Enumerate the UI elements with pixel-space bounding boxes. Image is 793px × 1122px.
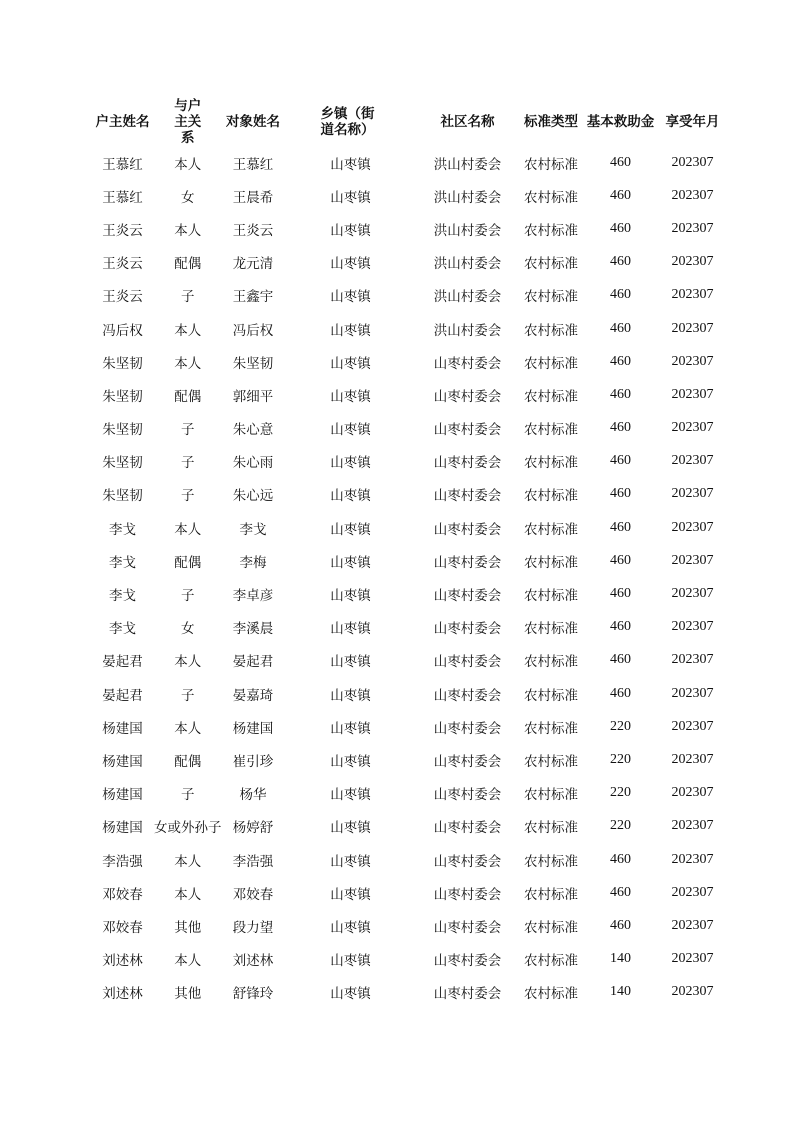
month-cell: 202307 (671, 685, 714, 701)
town-cell: 山枣镇 (330, 256, 371, 273)
table-row (91, 279, 728, 312)
table-body (91, 146, 728, 1009)
aid-amount-cell: 220 (610, 718, 631, 734)
table-row (91, 478, 728, 511)
aid-amount-cell: 460 (610, 453, 631, 469)
aid-amount-cell: 460 (610, 619, 631, 635)
relation-cell: 子 (181, 289, 195, 306)
month-cell: 202307 (671, 187, 714, 203)
month-cell: 202307 (671, 220, 714, 236)
header-row (91, 98, 728, 146)
community-cell: 山枣村委会 (433, 554, 502, 571)
month-cell: 202307 (671, 586, 714, 602)
table-row (91, 511, 728, 544)
aid-amount-cell: 460 (610, 386, 631, 402)
standard-type-cell: 农村标准 (524, 753, 578, 770)
aid-amount-cell: 460 (610, 353, 631, 369)
aid-amount-cell: 460 (610, 154, 631, 170)
month-cell: 202307 (671, 287, 714, 303)
community-cell: 洪山村委会 (433, 322, 502, 339)
town-cell: 山枣镇 (330, 787, 371, 804)
householder-name-cell: 邓姣春 (102, 886, 143, 903)
householder-name-cell: 朱坚韧 (102, 388, 143, 405)
aid-amount-cell: 220 (610, 751, 631, 767)
table-row (91, 246, 728, 279)
relation-cell: 子 (181, 787, 195, 804)
relation-cell: 子 (181, 687, 195, 704)
town-cell: 山枣镇 (330, 222, 371, 239)
aid-amount-cell: 460 (610, 320, 631, 336)
standard-type-cell: 农村标准 (524, 986, 578, 1003)
town-cell: 山枣镇 (330, 919, 371, 936)
recipient-name-cell: 王慕红 (232, 156, 274, 173)
householder-name-cell: 刘述林 (102, 986, 143, 1003)
householder-name-cell: 朱坚韧 (102, 455, 143, 472)
month-cell: 202307 (671, 486, 714, 502)
householder-name-cell: 王炎云 (102, 256, 143, 273)
recipient-name-cell: 邓姣春 (232, 886, 274, 903)
town-cell: 山枣镇 (330, 322, 371, 339)
town-cell: 山枣镇 (330, 720, 371, 737)
table-row (91, 611, 728, 644)
recipient-name-cell: 李浩强 (232, 853, 274, 870)
header-relation: 与户主关系 (174, 98, 202, 146)
householder-name-cell: 杨建国 (102, 820, 143, 837)
aid-amount-cell: 460 (610, 519, 631, 535)
householder-name-cell: 王炎云 (102, 222, 143, 239)
relation-cell: 配偶 (174, 388, 202, 405)
month-cell: 202307 (671, 420, 714, 436)
standard-type-cell: 农村标准 (524, 554, 578, 571)
recipient-name-cell: 李卓彦 (232, 588, 274, 605)
recipient-name-cell: 王鑫宇 (232, 289, 274, 306)
householder-name-cell: 李浩强 (102, 853, 143, 870)
relation-cell: 配偶 (174, 753, 202, 770)
community-cell: 山枣村委会 (433, 787, 502, 804)
town-cell: 山枣镇 (330, 388, 371, 405)
standard-type-cell: 农村标准 (524, 422, 578, 439)
relation-cell: 子 (181, 422, 195, 439)
month-cell: 202307 (671, 984, 714, 1000)
community-cell: 山枣村委会 (433, 753, 502, 770)
relation-cell: 其他 (174, 986, 202, 1003)
relation-cell: 女 (181, 621, 195, 638)
relation-cell: 本人 (174, 322, 202, 339)
standard-type-cell: 农村标准 (524, 355, 578, 372)
aid-amount-cell: 460 (610, 917, 631, 933)
standard-type-cell: 农村标准 (524, 654, 578, 671)
town-cell: 山枣镇 (330, 521, 371, 538)
aid-amount-cell: 460 (610, 287, 631, 303)
recipient-name-cell: 晏起君 (232, 654, 274, 671)
standard-type-cell: 农村标准 (524, 588, 578, 605)
month-cell: 202307 (671, 453, 714, 469)
town-cell: 山枣镇 (330, 289, 371, 306)
recipient-name-cell: 舒锋玲 (232, 986, 274, 1003)
standard-type-cell: 农村标准 (524, 488, 578, 505)
town-cell: 山枣镇 (330, 687, 371, 704)
community-cell: 山枣村委会 (433, 488, 502, 505)
standard-type-cell: 农村标准 (524, 322, 578, 339)
month-cell: 202307 (671, 386, 714, 402)
recipient-name-cell: 朱坚韧 (232, 355, 274, 372)
householder-name-cell: 王慕红 (102, 156, 143, 173)
table-row (91, 743, 728, 776)
table-row (91, 677, 728, 710)
town-cell: 山枣镇 (330, 422, 371, 439)
month-cell: 202307 (671, 320, 714, 336)
standard-type-cell: 农村标准 (524, 521, 578, 538)
relation-cell: 女 (181, 189, 195, 206)
table-row (91, 212, 728, 245)
relation-cell: 本人 (174, 521, 202, 538)
table-row (91, 146, 728, 179)
aid-amount-cell: 220 (610, 818, 631, 834)
table-row (91, 544, 728, 577)
header-recipient-name: 对象姓名 (226, 114, 280, 130)
recipient-name-cell: 刘述林 (232, 953, 274, 970)
table-row (91, 777, 728, 810)
town-cell: 山枣镇 (330, 189, 371, 206)
town-cell: 山枣镇 (330, 455, 371, 472)
recipient-name-cell: 李梅 (239, 554, 267, 571)
householder-name-cell: 晏起君 (102, 654, 143, 671)
assistance-table (91, 98, 728, 1009)
town-cell: 山枣镇 (330, 853, 371, 870)
header-standard-type: 标准类型 (524, 114, 578, 130)
recipient-name-cell: 王炎云 (232, 222, 274, 239)
relation-cell: 子 (181, 488, 195, 505)
community-cell: 山枣村委会 (433, 588, 502, 605)
householder-name-cell: 王炎云 (102, 289, 143, 306)
householder-name-cell: 刘述林 (102, 953, 143, 970)
header-community: 社区名称 (440, 114, 495, 130)
recipient-name-cell: 李戈 (239, 521, 267, 538)
table-row (91, 445, 728, 478)
table-row (91, 710, 728, 743)
community-cell: 洪山村委会 (433, 289, 502, 306)
table-row (91, 843, 728, 876)
recipient-name-cell: 龙元清 (232, 256, 274, 273)
householder-name-cell: 杨建国 (102, 720, 143, 737)
table-row (91, 909, 728, 942)
householder-name-cell: 朱坚韧 (102, 488, 143, 505)
month-cell: 202307 (671, 353, 714, 369)
month-cell: 202307 (671, 718, 714, 734)
table-row (91, 179, 728, 212)
community-cell: 洪山村委会 (433, 189, 502, 206)
header-town: 乡镇（街道名称） (320, 106, 375, 138)
standard-type-cell: 农村标准 (524, 919, 578, 936)
householder-name-cell: 晏起君 (102, 687, 143, 704)
town-cell: 山枣镇 (330, 554, 371, 571)
householder-name-cell: 朱坚韧 (102, 422, 143, 439)
standard-type-cell: 农村标准 (524, 189, 578, 206)
table-row (91, 345, 728, 378)
householder-name-cell: 李戈 (109, 521, 136, 538)
town-cell: 山枣镇 (330, 488, 371, 505)
table-row (91, 577, 728, 610)
standard-type-cell: 农村标准 (524, 388, 578, 405)
aid-amount-cell: 460 (610, 187, 631, 203)
header-month: 享受年月 (665, 114, 720, 130)
table-row (91, 976, 728, 1009)
community-cell: 洪山村委会 (433, 256, 502, 273)
recipient-name-cell: 王晨希 (232, 189, 274, 206)
community-cell: 山枣村委会 (433, 986, 502, 1003)
month-cell: 202307 (671, 851, 714, 867)
community-cell: 洪山村委会 (433, 156, 502, 173)
recipient-name-cell: 朱心远 (232, 488, 274, 505)
aid-amount-cell: 460 (610, 586, 631, 602)
standard-type-cell: 农村标准 (524, 455, 578, 472)
community-cell: 山枣村委会 (433, 720, 502, 737)
community-cell: 山枣村委会 (433, 654, 502, 671)
aid-amount-cell: 460 (610, 220, 631, 236)
recipient-name-cell: 郭细平 (232, 388, 274, 405)
standard-type-cell: 农村标准 (524, 156, 578, 173)
table-row (91, 943, 728, 976)
householder-name-cell: 李戈 (109, 554, 136, 571)
community-cell: 山枣村委会 (433, 455, 502, 472)
relation-cell: 本人 (174, 720, 202, 737)
community-cell: 洪山村委会 (433, 222, 502, 239)
recipient-name-cell: 李溪晨 (232, 621, 274, 638)
month-cell: 202307 (671, 254, 714, 270)
community-cell: 山枣村委会 (433, 687, 502, 704)
town-cell: 山枣镇 (330, 654, 371, 671)
aid-amount-cell: 140 (610, 951, 631, 967)
community-cell: 山枣村委会 (433, 820, 502, 837)
aid-amount-cell: 460 (610, 486, 631, 502)
community-cell: 山枣村委会 (433, 621, 502, 638)
town-cell: 山枣镇 (330, 886, 371, 903)
relation-cell: 其他 (174, 919, 202, 936)
recipient-name-cell: 杨建国 (232, 720, 274, 737)
relation-cell: 本人 (174, 222, 202, 239)
standard-type-cell: 农村标准 (524, 289, 578, 306)
table-row (91, 412, 728, 445)
relation-cell: 本人 (174, 654, 202, 671)
recipient-name-cell: 朱心意 (232, 422, 274, 439)
aid-amount-cell: 460 (610, 851, 631, 867)
month-cell: 202307 (671, 917, 714, 933)
standard-type-cell: 农村标准 (524, 787, 578, 804)
relation-cell: 子 (181, 455, 195, 472)
town-cell: 山枣镇 (330, 355, 371, 372)
householder-name-cell: 李戈 (109, 588, 136, 605)
relation-cell: 女或外孙子 (154, 820, 222, 837)
month-cell: 202307 (671, 884, 714, 900)
month-cell: 202307 (671, 552, 714, 568)
month-cell: 202307 (671, 619, 714, 635)
householder-name-cell: 朱坚韧 (102, 355, 143, 372)
month-cell: 202307 (671, 652, 714, 668)
town-cell: 山枣镇 (330, 986, 371, 1003)
relation-cell: 本人 (174, 853, 202, 870)
aid-amount-cell: 460 (610, 652, 631, 668)
relation-cell: 本人 (174, 953, 202, 970)
community-cell: 山枣村委会 (433, 953, 502, 970)
recipient-name-cell: 朱心雨 (232, 455, 274, 472)
standard-type-cell: 农村标准 (524, 621, 578, 638)
table-row (91, 378, 728, 411)
town-cell: 山枣镇 (330, 753, 371, 770)
recipient-name-cell: 晏嘉琦 (232, 687, 274, 704)
aid-amount-cell: 460 (610, 254, 631, 270)
aid-amount-cell: 460 (610, 552, 631, 568)
town-cell: 山枣镇 (330, 621, 371, 638)
householder-name-cell: 邓姣春 (102, 919, 143, 936)
table-row (91, 312, 728, 345)
aid-amount-cell: 140 (610, 984, 631, 1000)
recipient-name-cell: 杨婷舒 (232, 820, 274, 837)
community-cell: 山枣村委会 (433, 886, 502, 903)
relation-cell: 本人 (174, 886, 202, 903)
community-cell: 山枣村委会 (433, 919, 502, 936)
month-cell: 202307 (671, 751, 714, 767)
town-cell: 山枣镇 (330, 588, 371, 605)
month-cell: 202307 (671, 519, 714, 535)
standard-type-cell: 农村标准 (524, 820, 578, 837)
aid-amount-cell: 460 (610, 884, 631, 900)
standard-type-cell: 农村标准 (524, 886, 578, 903)
month-cell: 202307 (671, 951, 714, 967)
standard-type-cell: 农村标准 (524, 687, 578, 704)
table-row (91, 810, 728, 843)
standard-type-cell: 农村标准 (524, 720, 578, 737)
recipient-name-cell: 杨华 (239, 787, 267, 804)
relation-cell: 子 (181, 588, 195, 605)
recipient-name-cell: 段力望 (232, 919, 274, 936)
recipient-name-cell: 冯后权 (232, 322, 274, 339)
relation-cell: 本人 (174, 156, 202, 173)
relation-cell: 配偶 (174, 256, 202, 273)
householder-name-cell: 杨建国 (102, 787, 143, 804)
assistance-table-sheet (91, 98, 728, 1009)
aid-amount-cell: 460 (610, 420, 631, 436)
month-cell: 202307 (671, 154, 714, 170)
householder-name-cell: 王慕红 (102, 189, 143, 206)
table-row (91, 644, 728, 677)
community-cell: 山枣村委会 (433, 355, 502, 372)
householder-name-cell: 李戈 (109, 621, 136, 638)
aid-amount-cell: 460 (610, 685, 631, 701)
standard-type-cell: 农村标准 (524, 222, 578, 239)
householder-name-cell: 冯后权 (102, 322, 143, 339)
community-cell: 山枣村委会 (433, 853, 502, 870)
standard-type-cell: 农村标准 (524, 853, 578, 870)
aid-amount-cell: 220 (610, 785, 631, 801)
town-cell: 山枣镇 (330, 156, 371, 173)
relation-cell: 本人 (174, 355, 202, 372)
table-row (91, 876, 728, 909)
community-cell: 山枣村委会 (433, 388, 502, 405)
town-cell: 山枣镇 (330, 820, 371, 837)
relation-cell: 配偶 (174, 554, 202, 571)
header-basic-aid: 基本救助金 (586, 114, 655, 130)
header-householder-name: 户主姓名 (95, 114, 150, 130)
standard-type-cell: 农村标准 (524, 256, 578, 273)
community-cell: 山枣村委会 (433, 422, 502, 439)
recipient-name-cell: 崔引珍 (232, 753, 274, 770)
standard-type-cell: 农村标准 (524, 953, 578, 970)
month-cell: 202307 (671, 818, 714, 834)
householder-name-cell: 杨建国 (102, 753, 143, 770)
town-cell: 山枣镇 (330, 953, 371, 970)
month-cell: 202307 (671, 785, 714, 801)
community-cell: 山枣村委会 (433, 521, 502, 538)
